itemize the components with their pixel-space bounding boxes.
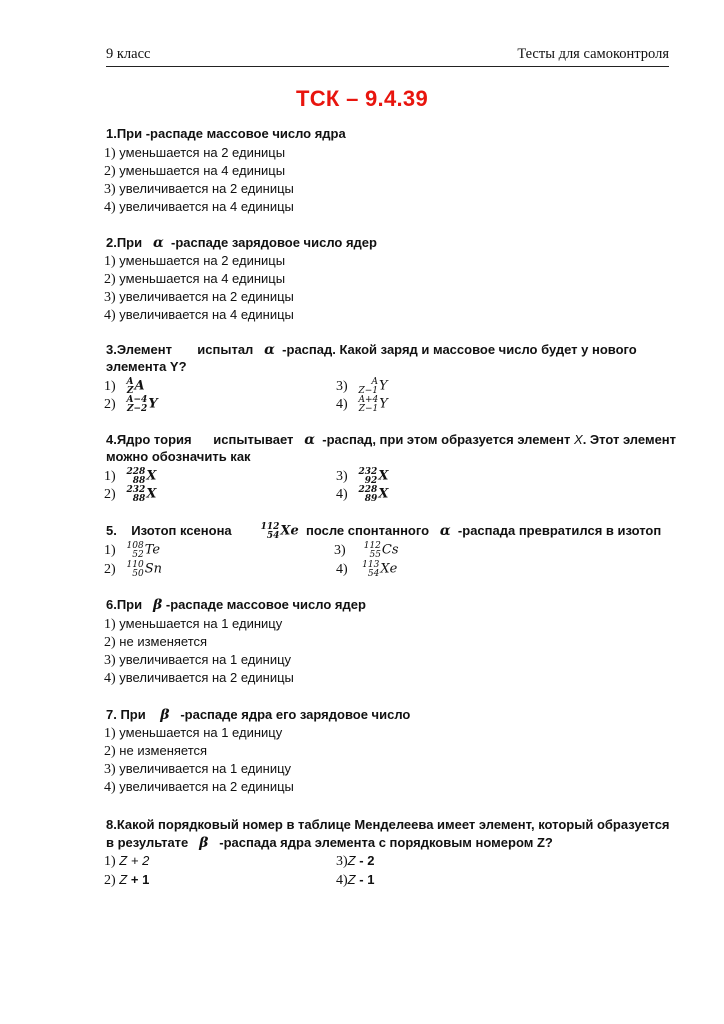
beta-symbol: β	[160, 707, 170, 723]
q2-option-3: 3) увеличивается на 2 единицы	[104, 289, 294, 305]
question-5: 5. Изотоп ксенона 112 54 Xe после спонтанного α -распада превратился в изотоп	[106, 521, 662, 541]
q3-option-3: 3) A Z−1 Y	[336, 376, 388, 396]
nuclide: 228 88 X	[126, 466, 157, 486]
q7-option-4: 4) увеличивается на 2 единицы	[104, 779, 294, 795]
question-4: 4.Ядро тория испытывает α -распад, при этом образуется элемент X. Этот элемент	[106, 432, 677, 448]
nuclide: A−4 Z−2 Y	[126, 394, 158, 414]
q7-option-2: 2) не изменяется	[104, 743, 208, 759]
page-header	[106, 46, 669, 67]
nuclide: A+4 Z−1 Y	[358, 394, 388, 414]
nuclide: 232 92 X	[358, 466, 389, 486]
question-3: 3.Элемент испытал α -распад. Какой заряд и массовое число будет у нового	[106, 342, 637, 358]
q7-option-3: 3) увеличивается на 1 единицу	[104, 761, 292, 777]
alpha-symbol: α	[439, 523, 451, 539]
question-8: 8.Какой порядковый номер в таблице Менделеева имеет элемент, который образуется	[106, 817, 670, 832]
q6-option-2: 2) не изменяется	[104, 634, 208, 650]
q1-option-3: 3) увеличивается на 2 единицы	[104, 181, 294, 197]
question-3-line-2: элемента Y?	[106, 359, 187, 374]
q8-option-3: 3)Z - 2	[336, 853, 375, 869]
xenon-nuclide: 112 54 Xe	[260, 521, 299, 541]
q1-option-4: 4) увеличивается на 4 единицы	[104, 199, 294, 215]
question-4-line-2: можно обозначить как	[106, 449, 251, 464]
q8-option-2: 2) Z + 1	[104, 872, 150, 888]
nuclide: 108 52 Te	[126, 540, 161, 560]
q6-option-3: 3) увеличивается на 1 единицу	[104, 652, 292, 668]
nuclide: 228 89 X	[358, 484, 389, 504]
beta-symbol: β	[152, 597, 163, 613]
q2-option-2: 2) уменьшается на 4 единицы	[104, 271, 286, 287]
q2-option-4: 4) увеличивается на 4 единицы	[104, 307, 294, 323]
question-2: 2.При α -распаде зарядовое число ядер	[106, 235, 377, 251]
grade-label: 9 класс	[106, 46, 151, 62]
q1-option-1: 1) уменьшается на 2 единицы	[104, 145, 286, 161]
nuclide: 110 50 Sn	[126, 559, 162, 579]
nuclide: 112 55 Cs	[363, 540, 399, 560]
question-6: 6.При β -распаде массовое число ядер	[106, 597, 366, 613]
q3-option-2: 2) A−4 Z−2 Y	[104, 394, 158, 414]
question-1: 1.При -распаде массовое число ядра	[106, 126, 346, 141]
q4-option-2: 2) 232 88 X	[104, 484, 157, 504]
q2-option-1: 1) уменьшается на 2 единицы	[104, 253, 286, 269]
alpha-symbol: α	[264, 342, 275, 358]
q7-option-1: 1) уменьшается на 1 единицу	[104, 725, 283, 741]
beta-symbol: β	[199, 835, 209, 851]
q4-option-4: 4) 228 89 X	[336, 484, 389, 504]
q5-option-1: 1) 108 52 Te	[104, 540, 161, 560]
alpha-symbol: α	[152, 235, 164, 251]
nuclide: A Z−1 Y	[358, 376, 388, 396]
page-title: ТСК – 9.4.39	[296, 86, 428, 111]
q8-option-1: 1) Z + 2	[104, 853, 150, 869]
q4-option-3: 3) 232 92 X	[336, 466, 389, 486]
q3-option-1: 1) A Z A	[104, 376, 145, 396]
series-label: Тесты для самоконтроля	[517, 46, 669, 62]
alpha-symbol: α	[304, 432, 316, 448]
nuclide: A Z A	[126, 376, 145, 396]
q8-option-4: 4)Z - 1	[336, 872, 375, 888]
nuclide: 113 54 Xe	[362, 559, 398, 579]
q5-option-2: 2) 110 50 Sn	[104, 559, 162, 579]
question-8-line-2: в результате β -распада ядра элемента с порядковым номером Z?	[106, 835, 553, 851]
question-7: 7. При β -распаде ядра его зарядовое число	[106, 707, 411, 723]
q4-option-1: 1) 228 88 X	[104, 466, 157, 486]
q6-option-1: 1) уменьшается на 1 единицу	[104, 616, 283, 632]
q3-option-4: 4) A+4 Z−1 Y	[336, 394, 388, 414]
q5-option-4: 4) 113 54 Xe	[336, 559, 398, 579]
q1-option-2: 2) уменьшается на 4 единицы	[104, 163, 286, 179]
q6-option-4: 4) увеличивается на 2 единицы	[104, 670, 294, 686]
nuclide: 232 88 X	[126, 484, 157, 504]
q5-option-3: 3) 112 55 Cs	[334, 540, 399, 560]
